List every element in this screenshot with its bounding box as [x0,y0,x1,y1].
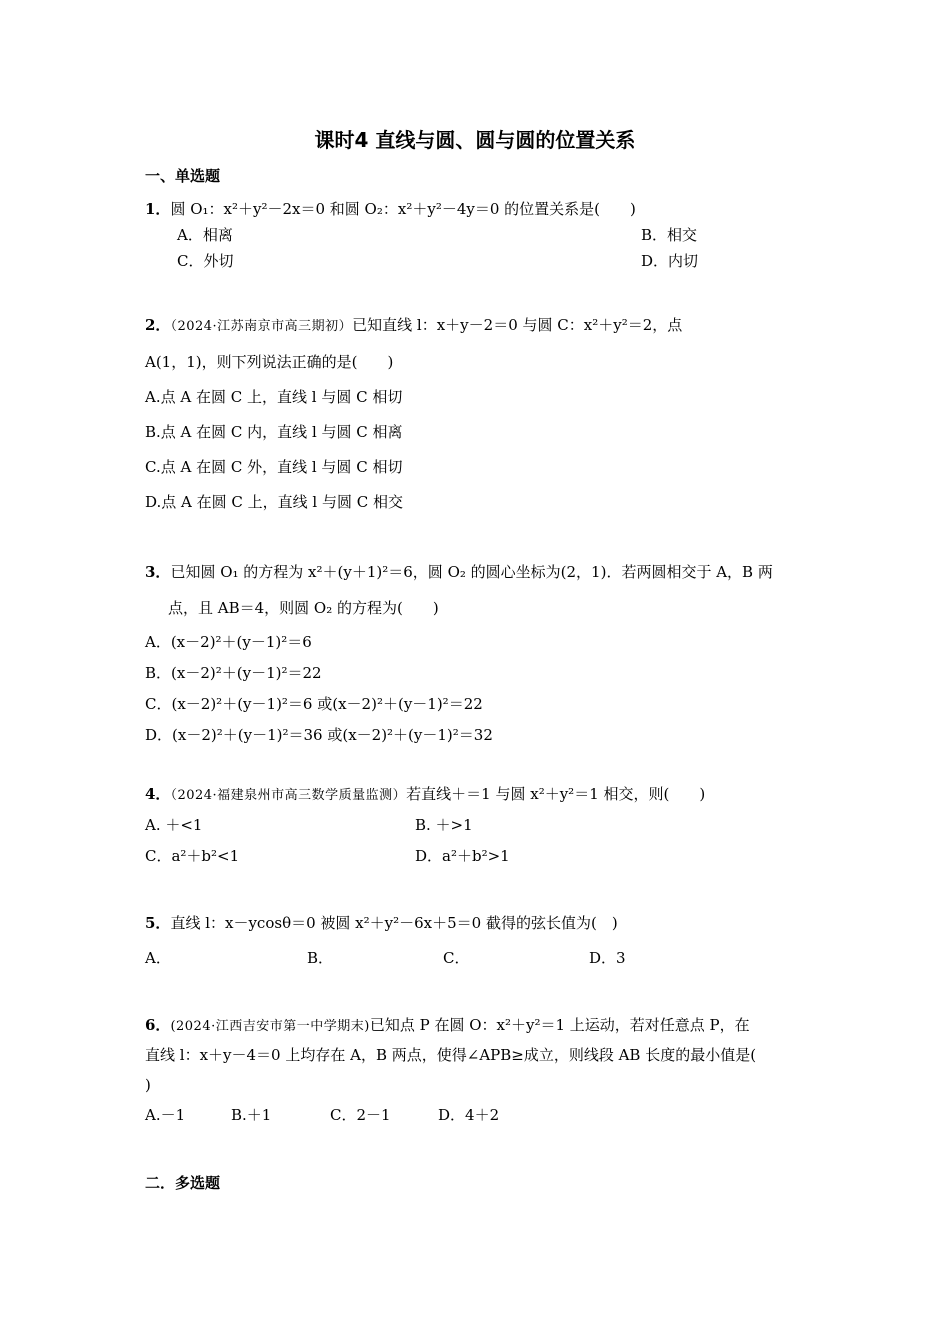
question-source: （2024·福建泉州市高三数学质量监测） [170,788,407,803]
option-a: A．相离 [177,226,233,244]
option-a: A．(x－2)²＋(y－1)²＝6 [145,633,312,651]
option-c: C． [443,949,470,967]
option-d: D．内切 [641,252,699,270]
option-a: A.点 A 在圆 C 上，直线 l 与圆 C 相切 [145,388,403,406]
option-c: C.点 A 在圆 C 外，直线 l 与圆 C 相切 [145,458,403,476]
question-stem: 若直线＋＝1 与圆 x²＋y²＝1 相交，则( ) [406,785,706,803]
question-3 [145,562,773,582]
question-stem-continued: 点，且 AB＝4，则圆 O₂ 的方程为( ) [168,599,439,617]
option-b: B. ＋>1 [415,816,473,834]
option-a: A. ＋<1 [145,816,203,834]
question-1 [145,199,636,219]
option-b: B.点 A 在圆 C 内，直线 l 与圆 C 相离 [145,423,403,441]
option-a: A． [145,949,171,967]
question-2 [145,315,682,337]
question-5 [145,913,618,933]
question-stem-continued: ) [145,1076,151,1094]
option-b: B． [307,949,334,967]
question-stem: 已知直线 l：x＋y－2＝0 与圆 C：x²＋y²＝2，点 [352,316,683,334]
question-stem: 圆 O₁：x²＋y²－2x＝0 和圆 O₂：x²＋y²－4y＝0 的位置关系是( ) [170,200,636,218]
question-number: 1． [145,200,171,218]
option-d: D．a²＋b²>1 [415,847,510,865]
page-title: 课时4 直线与圆、圆与圆的位置关系 [314,128,636,152]
option-c: C．(x－2)²＋(y－1)²＝6 或(x－2)²＋(y－1)²＝22 [145,695,483,713]
question-number: 4． [145,785,171,803]
question-source: （2024·江苏南京市高三期初） [170,319,353,334]
question-number: 5． [145,914,171,932]
option-d: D.点 A 在圆 C 上，直线 l 与圆 C 相交 [145,493,403,511]
question-4 [145,784,705,806]
question-number: 2． [145,316,171,334]
option-c: C．a²＋b²<1 [145,847,240,865]
question-number: 3． [145,563,171,581]
question-stem: 已知圆 O₁ 的方程为 x²＋(y＋1)²＝6，圆 O₂ 的圆心坐标为(2，1)．若两圆相交于 A，B 两 [170,563,773,581]
section-heading-single-choice: 一、单选题 [145,167,221,185]
question-number: 6． [145,1016,171,1034]
question-stem-continued: A(1，1)，则下列说法正确的是( ) [145,353,394,371]
option-c: C．2－1 [330,1106,391,1124]
question-6 [145,1015,750,1037]
option-d: D．3 [589,949,626,967]
section-heading-multiple-choice: 二．多选题 [145,1174,221,1192]
option-a: A.－1 [145,1106,186,1124]
option-c: C．外切 [177,252,234,270]
option-b: B．相交 [641,226,698,244]
question-stem: 直线 l：x－ycosθ＝0 被圆 x²＋y²－6x＋5＝0 截得的弦长值为( ) [170,914,618,932]
option-d: D．(x－2)²＋(y－1)²＝36 或(x－2)²＋(y－1)²＝32 [145,726,493,744]
question-source: (2024·江西吉安市第一中学期末) [170,1019,370,1034]
question-stem-continued: 直线 l：x＋y－4＝0 上均存在 A，B 两点，使得∠APB≥成立，则线段 AB 长度的最小值是( [145,1046,757,1064]
option-d: D．4＋2 [438,1106,500,1124]
question-stem: 已知点 P 在圆 O：x²＋y²＝1 上运动，若对任意点 P，在 [369,1016,750,1034]
option-b: B．(x－2)²＋(y－1)²＝22 [145,664,322,682]
option-b: B.＋1 [231,1106,272,1124]
